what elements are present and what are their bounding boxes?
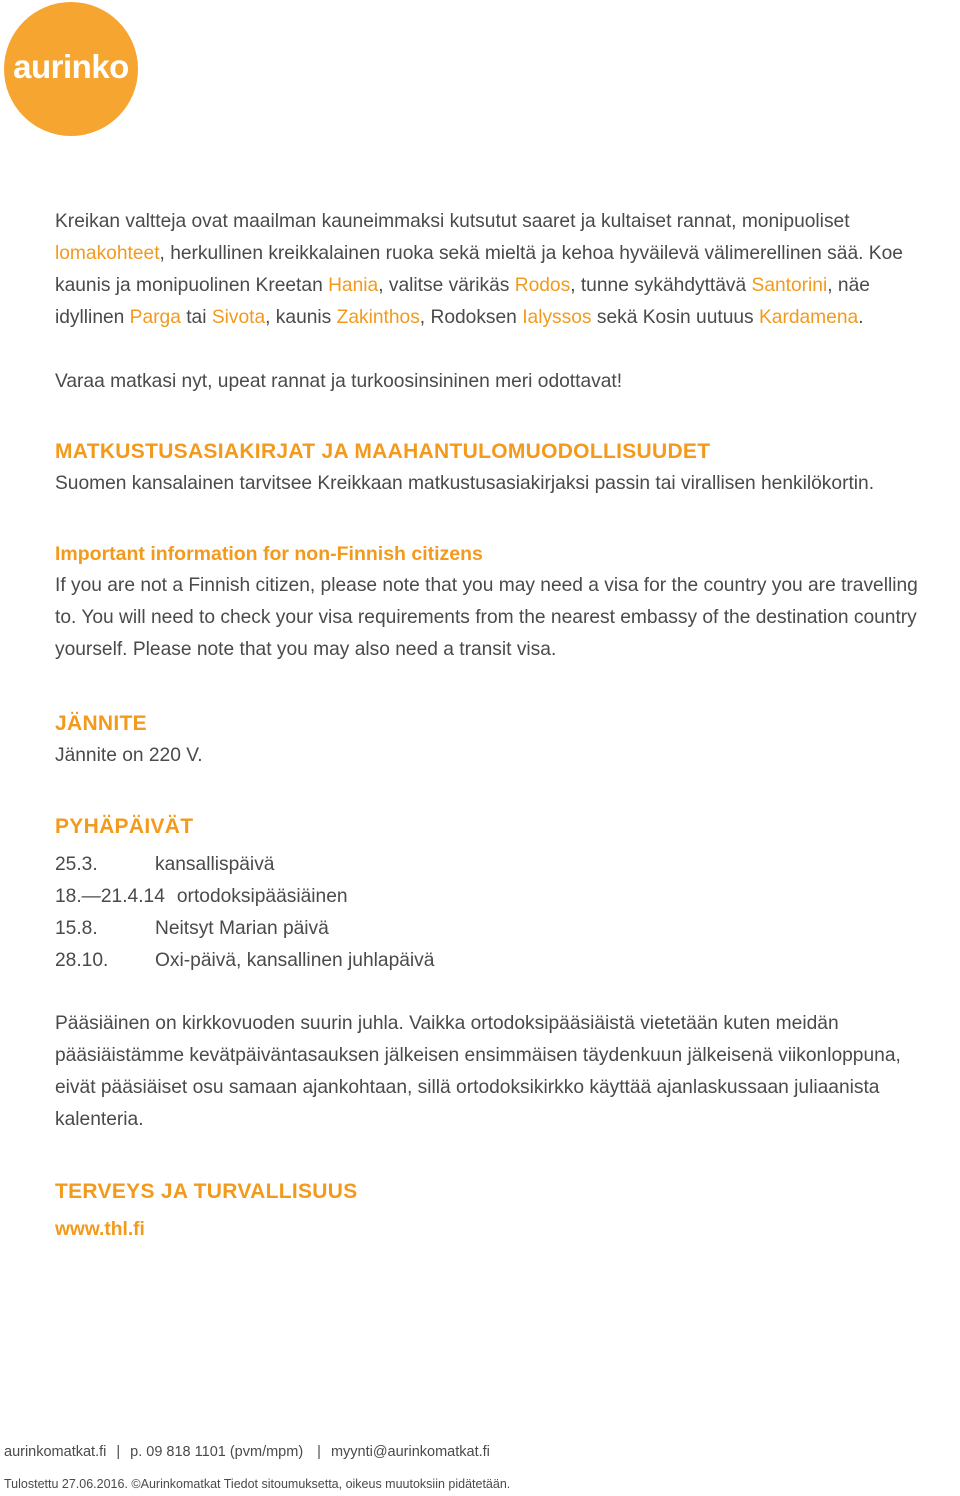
link-ialyssos[interactable]: Ialyssos (522, 307, 592, 328)
footer-separator: | (317, 1444, 321, 1460)
nonfinnish-heading: Important information for non-Finnish citizens (55, 543, 483, 565)
voltage-heading: JÄNNITE (55, 712, 147, 735)
link-santorini[interactable]: Santorini (751, 275, 828, 296)
nonfinnish-text: If you are not a Finnish citizen, please note that you may need a visa for the country you are travelling to. You will need to check your visa requirements from the nearest embassy of the destination country yourself. Please note that you may also need a transit visa. (55, 575, 918, 660)
link-sivota[interactable]: Sivota (211, 307, 266, 328)
thl-link[interactable]: www.thl.fi (55, 1219, 145, 1240)
footer-separator: | (116, 1444, 121, 1460)
link-hania[interactable]: Hania (328, 275, 379, 296)
easter-text: Pääsiäinen on kirkkovuoden suurin juhla. Vaikka ortodoksipääsiäistä vietetään kuten meidän pääsiäistämme kevätpäiväntasauksen jälkeisen ensimmäisen täydenkuun jälkeisenä viikonloppuna, eivät pääsiäiset osu samaan ajankohtaan, sillä ortodoksikirkko käyttää ajanlaskussaan juliaanista kalenteria. (55, 1013, 901, 1130)
logo-text: aurinko (13, 48, 129, 85)
holiday-row (55, 881, 955, 913)
aurinko-logo[interactable] (4, 2, 138, 136)
documents-text: Suomen kansalainen tarvitsee Kreikkaan matkustusasiakirjaksi passin tai virallisen henkilökortin. (55, 473, 875, 494)
footer-contact (4, 1444, 490, 1460)
footer-phone: p. 09 818 1101 (pvm/mpm) (130, 1444, 304, 1460)
holiday-list (55, 849, 955, 977)
holiday-row (55, 913, 955, 945)
voltage-text: Jännite on 220 V. (55, 745, 203, 766)
intro-paragraph (55, 206, 935, 334)
holiday-date: 25.3. (55, 854, 98, 875)
cta-text: Varaa matkasi nyt, upeat rannat ja turkoosinsininen meri odottavat! (55, 371, 623, 392)
footer-printed: Tulostettu 27.06.2016. ©Aurinkomatkat Tiedot sitoumuksetta, oikeus muutoksiin pidätetään. (4, 1477, 511, 1491)
holiday-name: kansallispäivä (155, 854, 275, 875)
intro-text: sekä Kosin uutuus (591, 307, 759, 328)
holiday-name: Oxi-päivä, kansallinen juhlapäivä (155, 950, 435, 971)
documents-heading: MATKUSTUSASIAKIRJAT JA MAAHANTULOMUODOLLISUUDET (55, 440, 711, 463)
holidays-heading: PYHÄPÄIVÄT (55, 815, 194, 838)
intro-text: , valitse värikäs (378, 275, 515, 296)
intro-text: Kreikan valtteja ovat maailman kauneimmaksi kutsutut saaret ja kultaiset rannat, monipuoliset (55, 211, 850, 232)
intro-text: , herkullinen kreikkalainen ruoka sekä mieltä ja kehoa hyväilevä välimerellinen sää. Koe kaunis ja monipuolinen Kreetan (55, 243, 903, 296)
holiday-date: 28.10. (55, 950, 109, 971)
holiday-name: ortodoksipääsiäinen (176, 886, 348, 907)
link-kardamena[interactable]: Kardamena (758, 307, 859, 328)
link-lomakohteet[interactable]: lomakohteet (55, 243, 160, 264)
holiday-date: 15.8. (55, 918, 98, 939)
holiday-date: 18.—21.4.14 (55, 886, 165, 907)
intro-text: , Rodoksen (419, 307, 523, 328)
health-heading: TERVEYS JA TURVALLISUUS (55, 1180, 358, 1203)
holiday-name: Neitsyt Marian päivä (155, 918, 329, 939)
link-rodos[interactable]: Rodos (514, 275, 571, 296)
link-parga[interactable]: Parga (129, 307, 181, 328)
intro-text: tai (180, 307, 212, 328)
intro-text: , kaunis (265, 307, 337, 328)
intro-text: , näe idyllinen (55, 275, 870, 328)
footer-email-link[interactable]: myynti@aurinkomatkat.fi (330, 1444, 490, 1460)
intro-text: . (858, 307, 864, 328)
intro-text: , tunne sykähdyttävä (570, 275, 752, 296)
holiday-row (55, 849, 955, 881)
footer-website-link[interactable]: aurinkomatkat.fi (4, 1444, 107, 1460)
main-content (55, 206, 955, 1246)
link-zakinthos[interactable]: Zakinthos (336, 307, 420, 328)
holiday-row (55, 945, 955, 977)
